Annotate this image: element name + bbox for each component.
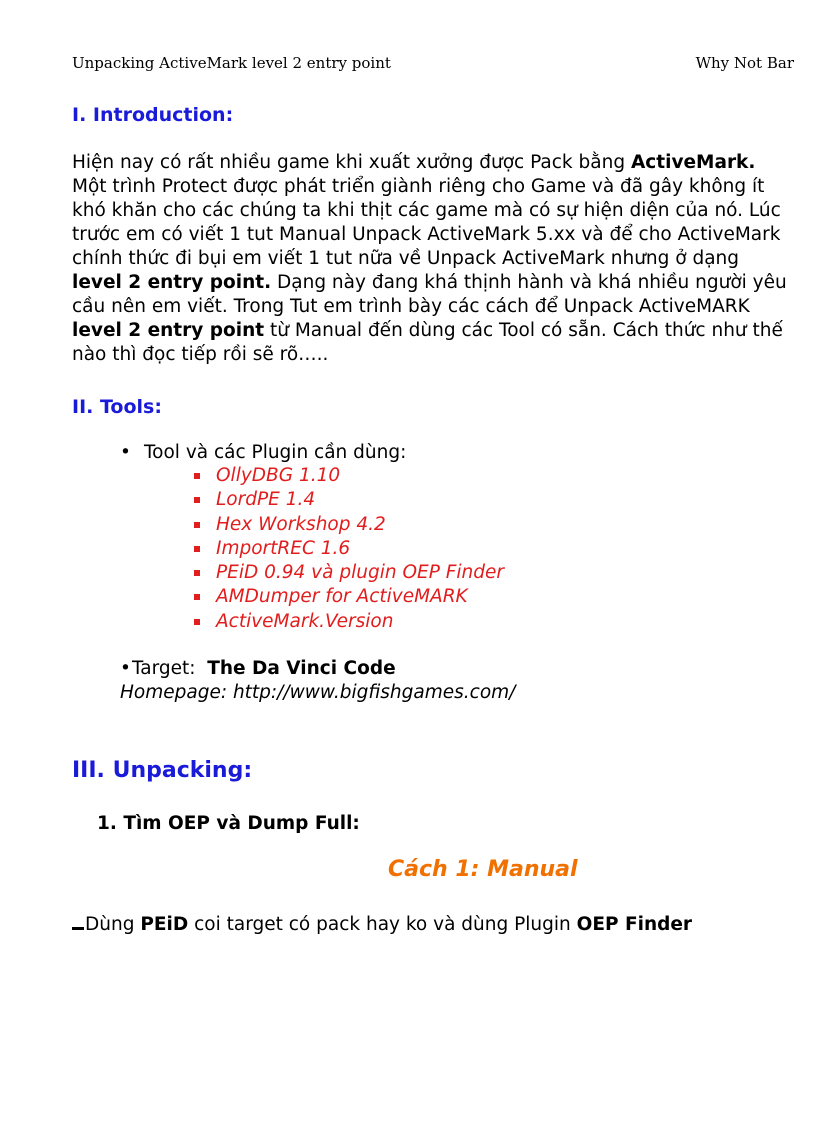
tools-heading: II. Tools: — [72, 396, 162, 418]
header-doc-title: Unpacking ActiveMark level 2 entry point — [72, 54, 391, 72]
tool-item — [192, 561, 504, 585]
tools-bullet-text: Tool và các Plugin cần dùng: — [144, 442, 407, 463]
intro-line: Dạng này đang khá thịnh hành và khá nhiều người yêu — [271, 272, 787, 293]
intro-line: Hiện nay có rất nhiều game khi xuất xưởng được Pack bằng — [72, 152, 631, 173]
bullet-dot-icon: • — [120, 658, 131, 679]
square-bullet-icon — [194, 522, 200, 528]
instruction-bold: OEP Finder — [576, 914, 693, 935]
tool-item — [192, 488, 504, 512]
step-1-heading: 1. Tìm OEP và Dump Full: — [97, 813, 360, 834]
header-author: Why Not Bar — [695, 54, 794, 72]
square-bullet-icon — [194, 619, 200, 625]
tool-label: ImportREC 1.6 — [216, 537, 351, 559]
unpacking-heading: III. Unpacking: — [72, 758, 253, 783]
intro-bold: ActiveMark. — [630, 152, 756, 173]
intro-line: trước em có viết 1 tut Manual Unpack ActiveMark 5.xx và để cho ActiveMark — [72, 224, 781, 245]
introduction-heading: I. Introduction: — [72, 104, 234, 126]
instruction-text: Dùng — [85, 914, 141, 935]
homepage-text: Homepage: http://www.bigfishgames.com/ — [120, 682, 516, 703]
square-bullet-icon — [194, 594, 200, 600]
instruction-bold: PEiD — [140, 914, 189, 935]
peid-instruction — [72, 913, 692, 935]
tool-item — [192, 464, 504, 488]
instruction-text: coi target có pack hay ko và dùng Plugin — [188, 914, 577, 935]
tool-label: AMDumper for ActiveMARK — [216, 586, 468, 608]
intro-line: chính thức đi bụi em viết 1 tut nữa về Unpack ActiveMark nhưng ở dạng — [72, 248, 740, 269]
intro-line: từ Manual đến dùng các Tool có sẵn. Cách thức như thế — [264, 320, 783, 341]
method-1-heading: Cách 1: Manual — [388, 857, 578, 882]
target-value: The Da Vinci Code — [207, 658, 396, 679]
intro-line: khó khăn cho các chúng ta khi thịt các game mà có sự hiện diện của nó. Lúc — [72, 200, 781, 221]
tool-label: PEiD 0.94 và plugin OEP Finder — [216, 562, 504, 584]
intro-line: cầu nên em viết. Trong Tut em trình bày các cách để Unpack ActiveMARK — [72, 296, 750, 317]
tool-label: LordPE 1.4 — [216, 489, 316, 511]
intro-bold: level 2 entry point — [72, 320, 265, 341]
underscore-mark — [72, 913, 84, 930]
intro-line: nào thì đọc tiếp rồi sẽ rõ….. — [72, 344, 329, 365]
bullet-dot-icon: • — [120, 442, 131, 463]
tool-item — [192, 513, 504, 537]
square-bullet-icon — [194, 546, 200, 552]
square-bullet-icon — [194, 497, 200, 503]
target-label: Target: — [132, 658, 208, 679]
tools-bullet — [120, 442, 406, 463]
introduction-paragraph — [72, 151, 807, 367]
square-bullet-icon — [194, 473, 200, 479]
target-bullet — [120, 658, 396, 679]
tool-label: OllyDBG 1.10 — [216, 465, 341, 486]
tool-label: Hex Workshop 4.2 — [216, 513, 386, 535]
tool-item — [192, 585, 504, 609]
intro-bold: level 2 entry point. — [72, 272, 272, 293]
tool-label: ActiveMark.Version — [216, 610, 394, 632]
tool-item — [192, 537, 504, 561]
tools-list — [192, 464, 504, 634]
intro-line: Một trình Protect được phát triển giành riêng cho Game và đã gây không ít — [72, 176, 765, 197]
page-header — [72, 54, 794, 74]
tool-item — [192, 610, 504, 634]
square-bullet-icon — [194, 570, 200, 576]
